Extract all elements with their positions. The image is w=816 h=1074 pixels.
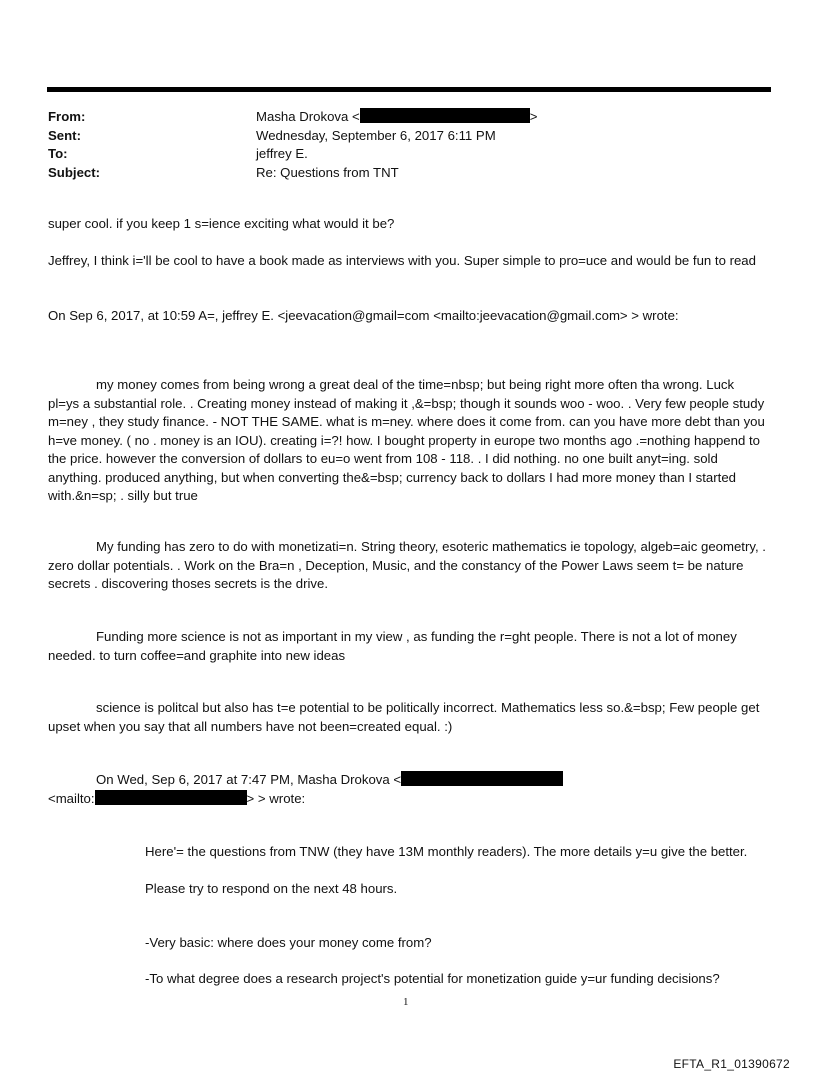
wrote-text: > > wrote: — [246, 790, 306, 806]
from-name: Masha Drokova < — [256, 109, 360, 124]
quoted-reply-header: On Sep 6, 2017, at 10:59 A=, jeffrey E. <jeevacation@gmail=com <mailto:jeevacation@gmail.com> > wrote: — [48, 308, 679, 323]
email-header — [48, 108, 748, 182]
quoted-sender-text: On Wed, Sep 6, 2017 at 7:47 PM, Masha Drokova < — [96, 772, 402, 787]
from-label: From: — [48, 109, 86, 124]
from-row — [48, 108, 748, 127]
quoted-mailto-line — [48, 790, 768, 809]
quoted-sender-line — [48, 771, 768, 790]
question-paragraph: Here'= the questions from TNW (they have 13M monthly readers). The more details y=u give the better. — [145, 844, 748, 859]
quoted-reply-header-2 — [48, 771, 768, 808]
to-row — [48, 145, 748, 164]
question-paragraph: -To what degree does a research project's potential for monetization guide y=ur funding decisions? — [145, 971, 720, 986]
redaction-block — [360, 108, 530, 123]
body-paragraph: super cool. if you keep 1 s=ience exciting what would it be? — [48, 216, 395, 231]
body-paragraph: My funding has zero to do with monetizati=n. String theory, esoteric mathematics ie topology, algeb=aic geometry, . zero dollar potentials. . Work on the Bra=n , Deception, Music, and the constancy of the Power Laws seem t= be nature secrets . discovering thoses secrets is the drive. — [48, 539, 766, 591]
subject-value: Re: Questions from TNT — [256, 164, 399, 180]
redaction-block — [401, 771, 563, 786]
sent-label: Sent: — [48, 127, 81, 143]
question-paragraph: Please try to respond on the next 48 hours. — [145, 881, 398, 896]
subject-label: Subject: — [48, 164, 101, 180]
document-id: EFTA_R1_01390672 — [673, 1057, 790, 1071]
redaction-block — [95, 790, 247, 805]
from-value — [256, 108, 537, 127]
header-rule — [47, 87, 771, 92]
sent-row — [48, 127, 748, 146]
body-paragraph: Funding more science is not as important in my view , as funding the r=ght people. There is not a lot of money needed. to turn coffee=and graphite into new ideas — [48, 629, 737, 663]
from-close: > — [529, 109, 538, 124]
page-number: 1 — [403, 996, 409, 1008]
subject-row — [48, 164, 748, 183]
body-paragraph: Jeffrey, I think i='ll be cool to have a book made as interviews with you. Super simple to pro=uce and would be fun to read — [48, 253, 756, 268]
to-value: jeffrey E. — [256, 146, 308, 161]
body-paragraph: science is politcal but also has t=e potential to be politically incorrect. Mathematics less so.&=bsp; Few people get upset when you say that all numbers have not been=created equal. :) — [48, 700, 760, 734]
mailto-text: <mailto: — [48, 790, 95, 806]
body-paragraph: my money comes from being wrong a great deal of the time=nbsp; but being right more often tha wrong. Luck pl=ys a substantial role. . Creating money instead of making it ,&=bsp; though it sounds woo - woo. . Very few people study m=ney , they study finance. - NOT THE SAME. what is m=ney. where does it come from. can you have more debt than you h=ve money. ( no . money is an IOU). creating i=?! how. I bought property in europe two months ago .=nothing happend to the price. however the conversion of dollars to eu=o went from 108 - 118. . I did nothing. no one built anyt=ing. sold anything. produced anything, but when converting the&=bsp; currency back to dollars I had more money than I started with.&n=sp; . silly but true — [48, 377, 765, 503]
sent-value: Wednesday, September 6, 2017 6:11 PM — [256, 127, 496, 143]
question-paragraph: -Very basic: where does your money come from? — [145, 935, 432, 950]
to-label: To: — [48, 146, 68, 161]
